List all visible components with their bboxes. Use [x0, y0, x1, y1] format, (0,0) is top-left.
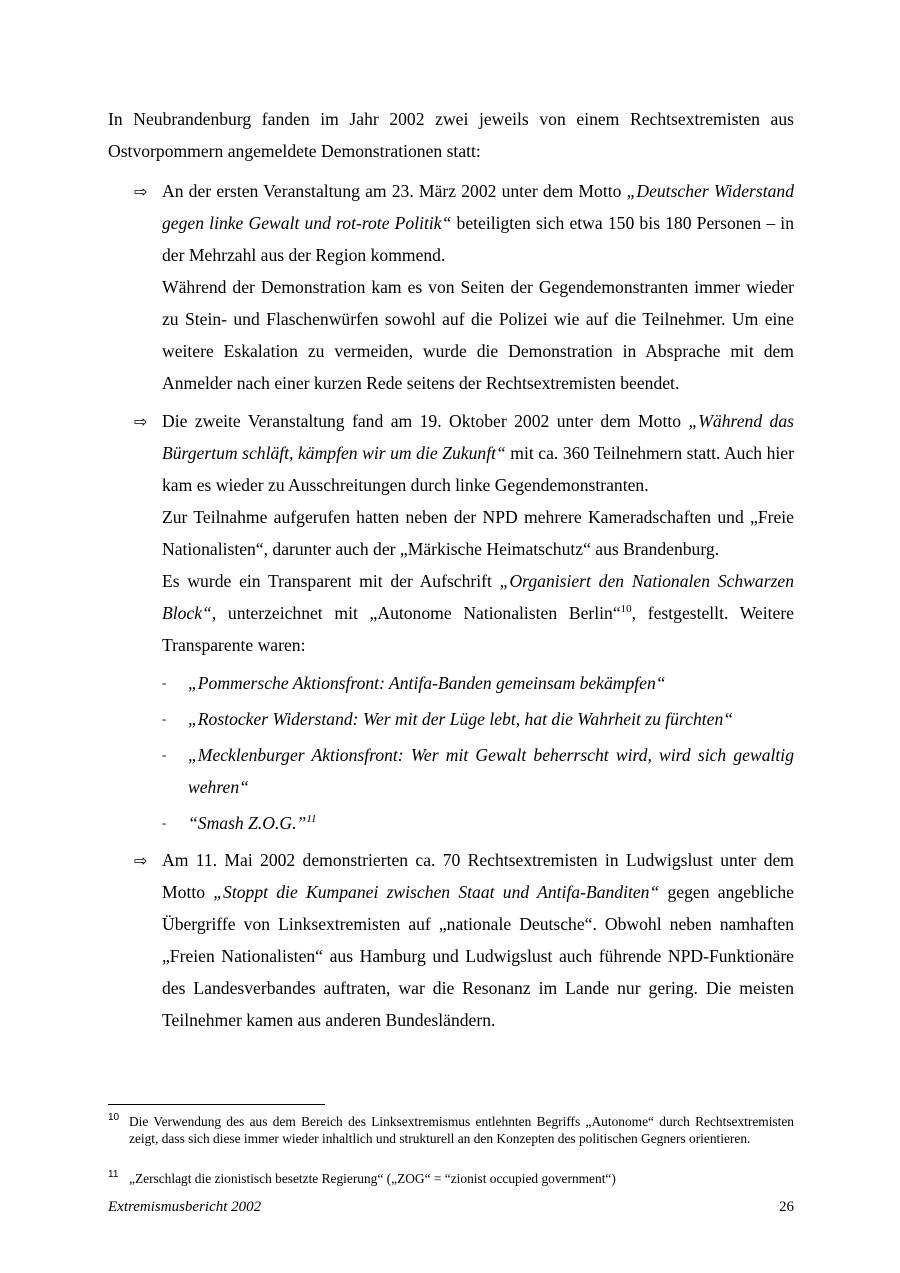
page-number: 26 — [779, 1199, 794, 1215]
item-paragraph: Es wurde ein Transparent mit der Aufschrift „Organisiert den Nationalen Schwarzen Block“, unterzeichnet mit „Autonome Nationalisten Berlin“$^{10}$, festgestellt. Weitere Transparente waren: — [162, 571, 794, 655]
footnote-ref[interactable]: 11 — [306, 813, 317, 826]
item-paragraph: Die zweite Veranstaltung fand am 19. Oktober 2002 unter dem Motto „Während das Bürgertum schläft, kämpfen wir um die Zukunft“ mit ca. 360 Teilnehmern statt. Auch hier kam es wieder zu Ausschreitungen durch linke Gegendemonstranten. — [162, 411, 794, 495]
footnote-text: „Zerschlagt die zionistisch besetzte Regierung“ („ZOG“ = “zionist occupied government“) — [129, 1171, 616, 1186]
quote-item: - „Mecklenburger Aktionsfront: Wer mit Gewalt beherrscht wird, wird sich gewaltig wehren“ — [162, 745, 794, 797]
footnote-ref[interactable]: 10 — [620, 603, 632, 616]
quote-item: - “Smash Z.O.G.”$^{11}$ — [162, 813, 317, 833]
banner-text: „Organisiert den Nationalen Schwarzen Block“, — [162, 571, 794, 623]
item-paragraph: Zur Teilnahme aufgerufen hatten neben der NPD mehrere Kameradschaften und „Freie Nationalisten“, darunter auch der „Märkische Heimatschutz“ aus Brandenburg. — [162, 507, 794, 559]
arrow-right-icon: ⇨ — [134, 412, 148, 431]
motto-text: „Deutscher Widerstand gegen linke Gewalt und rot-rote Politik“ — [162, 181, 794, 233]
footer-title: Extremismusbericht 2002 — [108, 1199, 262, 1215]
item-paragraph: Am 11. Mai 2002 demonstrierten ca. 70 Rechtsextremisten in Ludwigslust unter dem Motto „Stoppt die Kumpanei zwischen Staat und Antifa-Banditen“ gegen angebliche Übergriffe von Linksextremisten auf „nationale Deutsche“. Obwohl neben namhaften „Freien Nationalisten“ aus Hamburg und Ludwigslust auch führende NPD-Funktionäre des Landesverbandes auftraten, war die Resonanz im Lande nur gering. Die meisten Teilnehmer kamen aus anderen Bundesländern. — [162, 850, 794, 1030]
arrow-right-icon: ⇨ — [134, 182, 148, 201]
motto-text: „Stoppt die Kumpanei zwischen Staat und Antifa-Banditen“ — [213, 882, 660, 902]
arrow-right-icon: ⇨ — [134, 851, 148, 870]
motto-text: „Während das Bürgertum schläft, kämpfen wir um die Zukunft“ — [162, 411, 794, 463]
footnote-divider — [108, 1104, 325, 1105]
footnote — [108, 1170, 794, 1187]
list-item — [108, 175, 794, 399]
item-paragraph: Während der Demonstration kam es von Seiten der Gegendemonstranten immer wieder zu Stein- und Flaschenwürfen sowohl auf die Polizei wie auf die Teilnehmer. Um eine weitere Eskalation zu vermeiden, wurde die Demonstration in Absprache mit dem Anmelder nach einer kurzen Rede seitens der Rechtsextremisten beendet. — [162, 277, 794, 393]
footnote — [108, 1113, 794, 1147]
quote-item: - „Pommersche Aktionsfront: Antifa-Banden gemeinsam bekämpfen“ — [162, 673, 666, 693]
list-item — [108, 844, 794, 1036]
banner-quote-list — [162, 667, 794, 839]
footnote-text: Die Verwendung des aus dem Bereich des Linksextremismus entlehnten Begriffs „Autonome“ durch Rechtsextremisten zeigt, dass sich diese immer wieder inhaltlich und strukturell an den Konzepten des politischen Gegners orientieren. — [129, 1114, 794, 1146]
list-item — [108, 405, 794, 843]
intro-paragraph: In Neubrandenburg fanden im Jahr 2002 zwei jeweils von einem Rechtsextremisten aus Ostvorpommern angemeldete Demonstrationen statt: — [108, 109, 794, 161]
item-paragraph: An der ersten Veranstaltung am 23. März 2002 unter dem Motto „Deutscher Widerstand gegen linke Gewalt und rot-rote Politik“ beteiligten sich etwa 150 bis 180 Personen – in der Mehrzahl aus der Region kommend. — [162, 181, 794, 265]
quote-item: - „Rostocker Widerstand: Wer mit der Lüge lebt, hat die Wahrheit zu fürchten“ — [162, 709, 734, 729]
footnote-number: 10 — [108, 1112, 120, 1123]
footnote-number: 11 — [108, 1169, 119, 1180]
